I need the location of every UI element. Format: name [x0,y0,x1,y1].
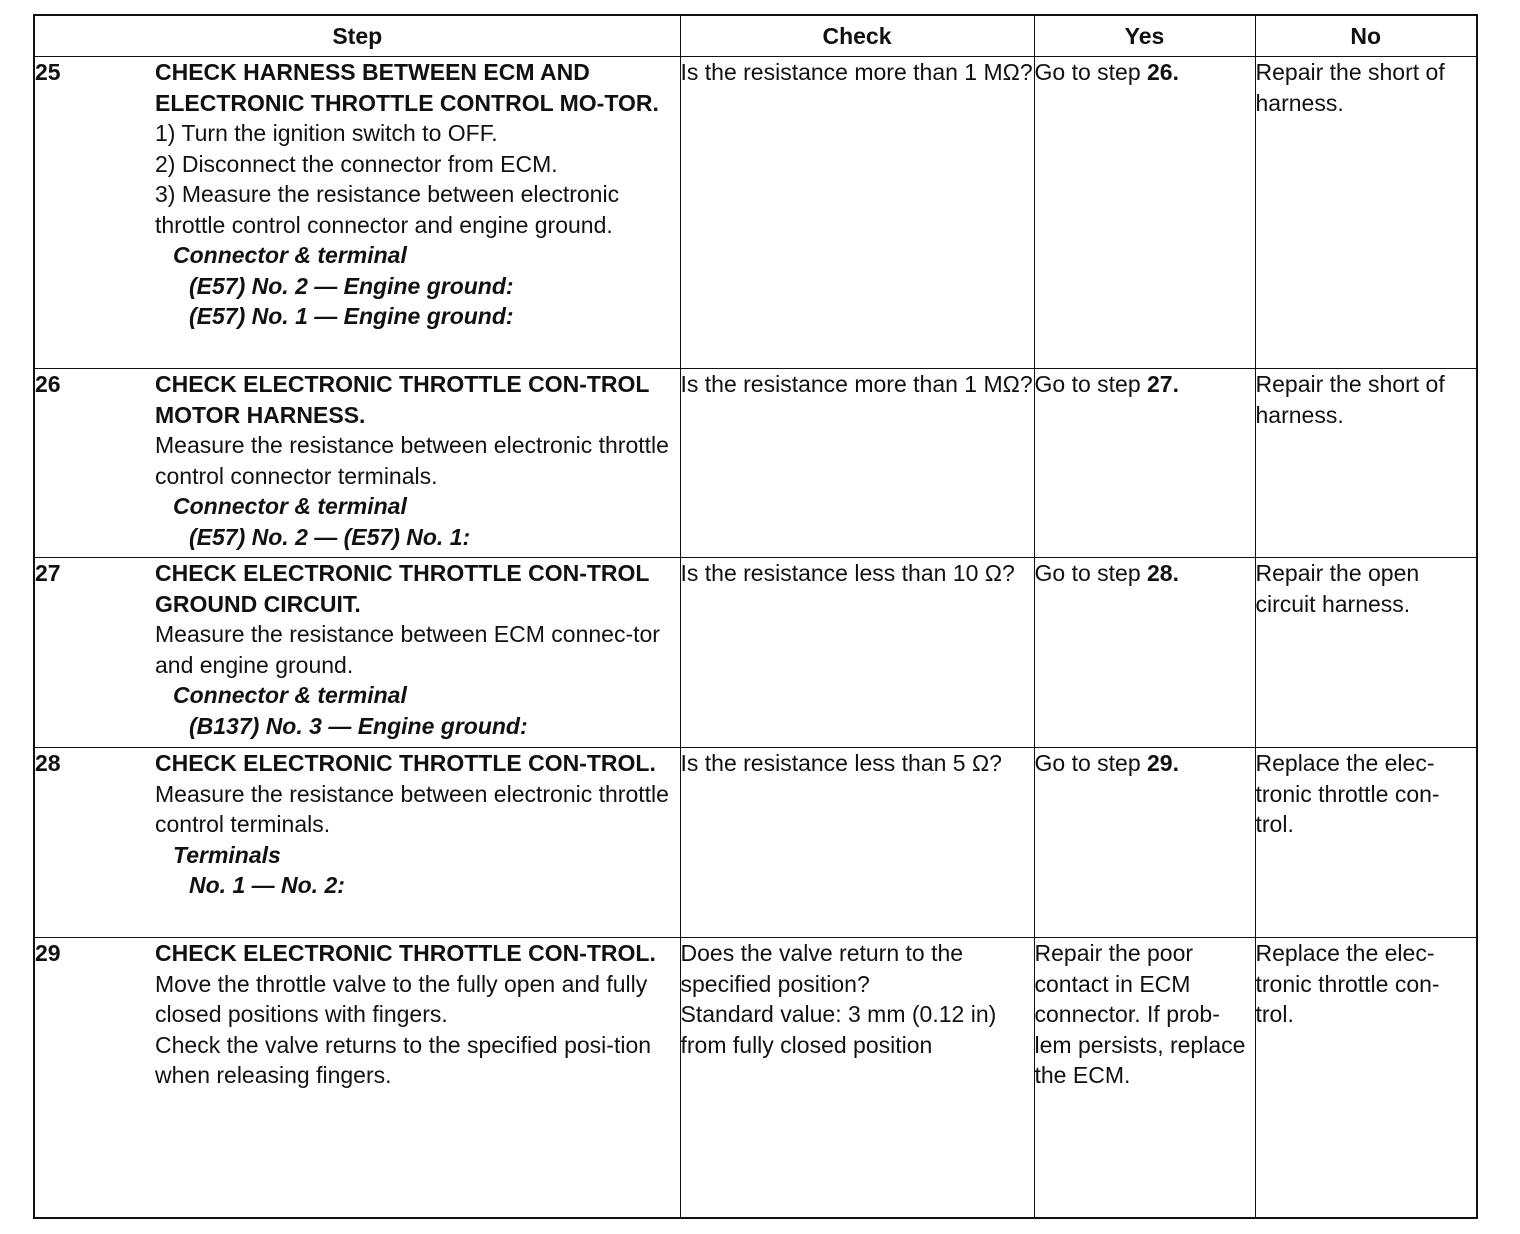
step-instruction: 3) Measure the resistance between electronic throttle control connector and engine ground. [155,181,620,238]
step-instruction: 2) Disconnect the connector from ECM. [155,150,558,177]
step-instruction: Check the valve returns to the specified posi-tion when releasing fingers. [155,1031,652,1088]
yes-cell [1034,57,1255,369]
yes-cell: Repair the poor contact in ECM connector. If prob-lem persists, replace the ECM. [1034,938,1255,1219]
step-cell [34,558,680,748]
check-question: Does the valve return to the specified position? [680,940,964,997]
table-header-row [34,15,1477,57]
no-cell: Replace the elec-tronic throttle con-trol. [1255,748,1477,938]
step-instruction: 1) Turn the ignition switch to OFF. [155,120,498,146]
step-cell [34,938,680,1219]
header-yes: Yes [1034,15,1255,57]
no-cell: Repair the short of harness. [1255,57,1477,369]
step-number: 25 [35,59,61,85]
table-row [34,369,1477,558]
step-instruction: Measure the resistance between electronic throttle control connector terminals. [155,432,669,489]
table-row [34,558,1477,748]
spec-item: (E57) No. 2 — Engine ground: [189,272,514,299]
check-cell: Is the resistance more than 1 MΩ? [680,57,1034,369]
diagnostic-table [33,14,1478,1219]
table-row [34,57,1477,369]
step-title: CHECK ELECTRONIC THROTTLE CON-TROL GROUND CIRCUIT. [155,560,650,617]
spec-item: No. 1 — No. 2: [189,872,345,898]
check-cell: Is the resistance more than 1 MΩ? [680,369,1034,558]
spec-label: Connector & terminal [173,493,407,519]
header-step: Step [34,15,680,57]
step-cell [34,57,680,369]
step-instruction: Measure the resistance between ECM connec-tor and engine ground. [155,621,660,678]
spec-label: Connector & terminal [173,242,407,268]
yes-cell [1034,558,1255,748]
next-step-ref: 27. [1147,371,1179,397]
yes-text: Go to step [1034,59,1148,85]
spec-item: (E57) No. 2 — (E57) No. 1: [189,523,471,550]
table-row [34,938,1477,1219]
check-cell [680,938,1034,1219]
check-cell: Is the resistance less than 5 Ω? [680,748,1034,938]
step-number: 29 [35,940,61,966]
no-cell: Replace the elec-tronic throttle con-trol. [1255,938,1477,1219]
step-number: 27 [35,560,61,586]
yes-text: Go to step [1034,560,1148,586]
next-step-ref: 29. [1147,750,1179,776]
header-no: No [1255,15,1477,57]
yes-cell [1034,369,1255,558]
step-instruction: Measure the resistance between electronic throttle control terminals. [155,780,669,837]
no-cell: Repair the short of harness. [1255,369,1477,558]
yes-text: Go to step [1034,371,1148,397]
no-cell: Repair the open circuit harness. [1255,558,1477,748]
header-check: Check [680,15,1034,57]
step-title: CHECK ELECTRONIC THROTTLE CON-TROL. [155,940,656,966]
next-step-ref: 28. [1147,560,1179,586]
check-standard-value: Standard value: 3 mm (0.12 in) from fully closed position [680,1001,997,1058]
spec-label: Terminals [173,841,281,868]
check-cell: Is the resistance less than 10 Ω? [680,558,1034,748]
spec-item: (B137) No. 3 — Engine ground: [189,712,528,739]
step-number: 28 [35,750,61,776]
next-step-ref: 26. [1147,59,1179,85]
step-title: CHECK ELECTRONIC THROTTLE CON-TROL MOTOR HARNESS. [155,371,650,428]
step-title: CHECK HARNESS BETWEEN ECM AND ELECTRONIC THROTTLE CONTROL MO-TOR. [155,59,659,116]
spec-item: (E57) No. 1 — Engine ground: [189,303,514,329]
step-instruction: Move the throttle valve to the fully open and fully closed positions with fingers. [155,970,648,1027]
yes-text: Go to step [1034,750,1148,776]
table-row [34,748,1477,938]
spec-label: Connector & terminal [173,682,407,708]
step-number: 26 [35,371,61,397]
step-cell [34,748,680,938]
step-cell [34,369,680,558]
step-title: CHECK ELECTRONIC THROTTLE CON-TROL. [155,750,656,776]
yes-cell [1034,748,1255,938]
